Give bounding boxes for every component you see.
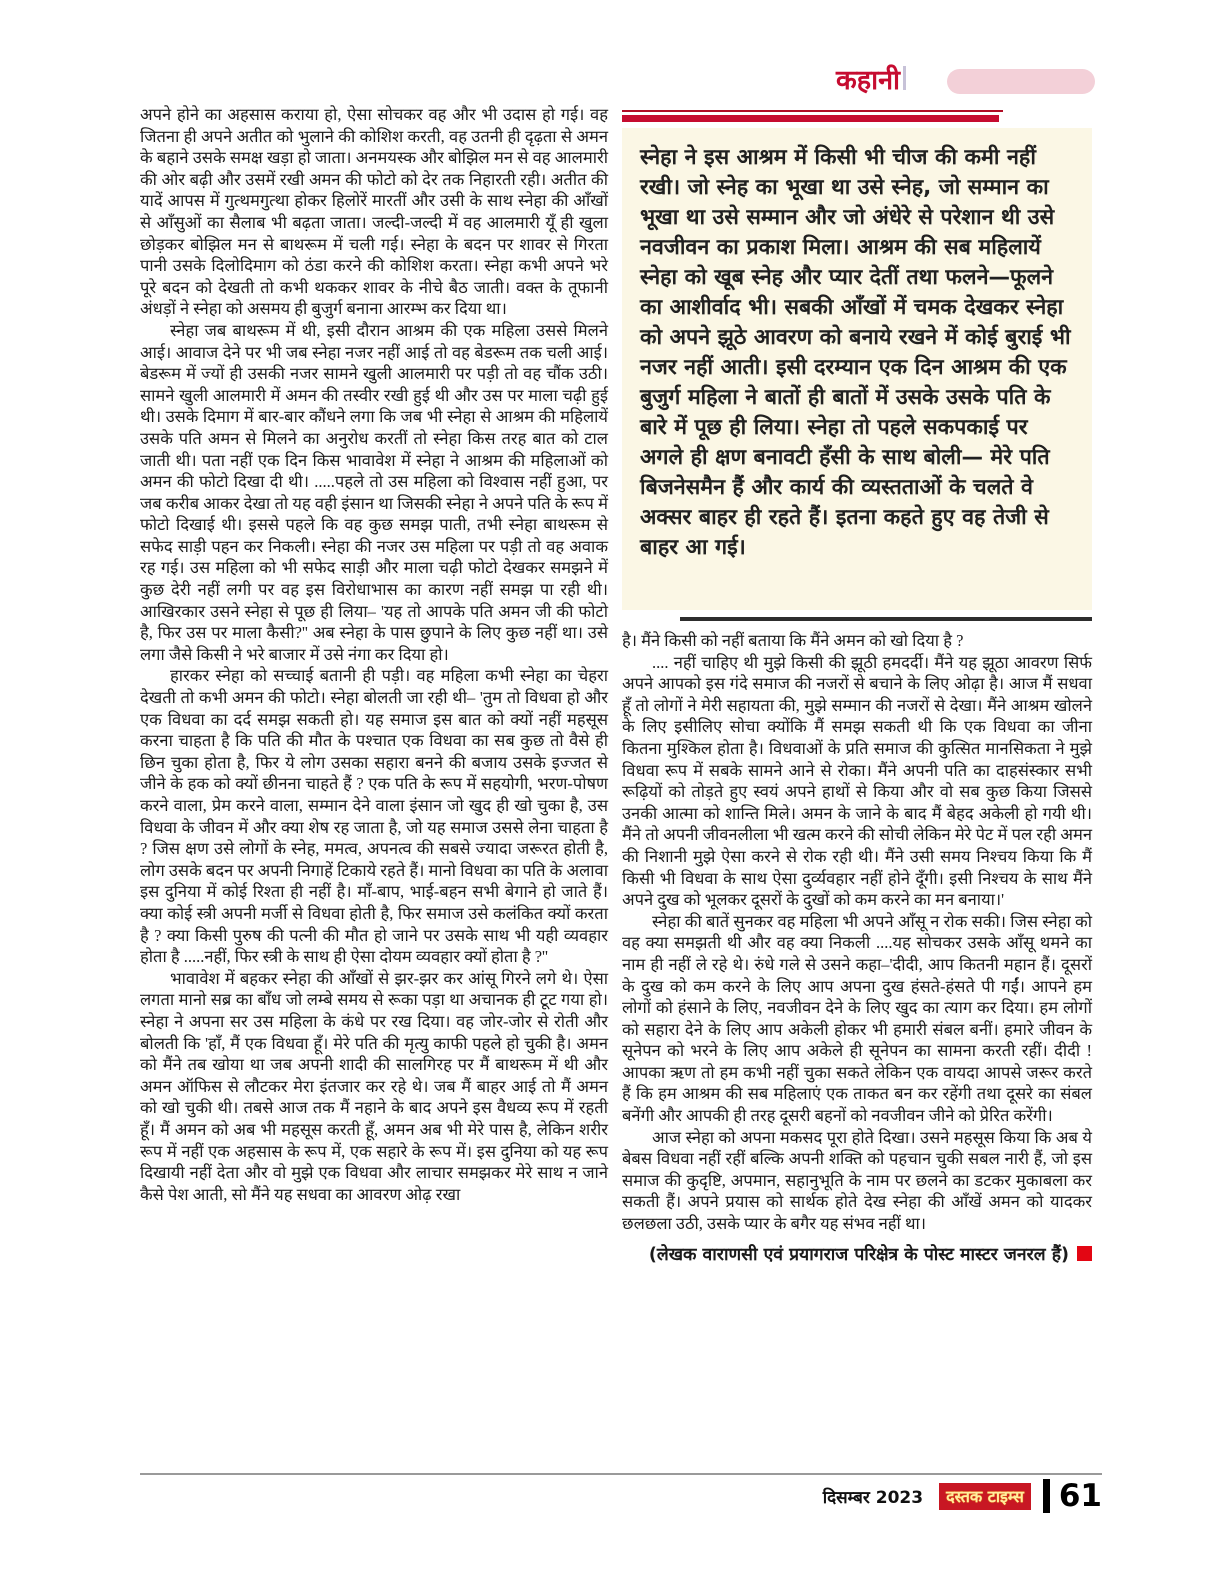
pullquote-box bbox=[622, 128, 1092, 610]
pullquote-underline bbox=[680, 617, 1092, 621]
left-column bbox=[140, 104, 608, 1205]
magazine-logo: दस्तक टाइम्स bbox=[939, 1483, 1031, 1510]
footer-rule bbox=[140, 1473, 1102, 1475]
story-paragraph: स्नेहा जब बाथरूम में थी, इसी दौरान आश्रम की एक महिला उससे मिलने आई। आवाज देने पर भी जब स्नेहा नजर नहीं आई तो वह बेडरूम तक चली आई। बेडरूम में ज्यों ही उसकी नजर सामने खुली आलमारी पर पड़ी तो वह चौंक उठी। सामने खुली आलमारी में अमन की तस्वीर रखी हुई थी और उस पर माला चढ़ी हुई थी। उसके दिमाग में बार-बार कौंधने लगा कि जब भी स्नेहा से आश्रम की महिलायें उसके पति अमन से मिलने का अनुरोध करतीं तो स्नेहा किस तरह बात को टाल जाती थी। पता नहीं एक दिन किस भावावेश में स्नेहा ने आश्रम की महिलाओं को अमन की फोटो दिखा दी थी। .....पहले तो उस महिला को विश्वास नहीं हुआ, पर जब करीब आकर देखा तो यह वही इंसान था जिसकी स्नेहा ने अपने पति के रूप में फोटो दिखाई थी। इससे पहले कि वह कुछ समझ पाती, तभी स्नेहा बाथरूम से सफेद साड़ी पहन कर निकली। स्नेहा की नजर उस महिला पर पड़ी तो वह अवाक रह गई। उस महिला को भी सफेद साड़ी और माला चढ़ी फोटो देखकर समझने में कुछ देरी नहीं लगी पर वह इस विरोधाभास का कारण नहीं समझ पा रही थी। आखिरकार उसने स्नेहा से पूछ ही लिया– 'यह तो आपके पति अमन जी की फोटो है, फिर उस पर माला कैसी?'' अब स्नेहा के पास छुपाने के लिए कुछ नहीं था। उसे लगा जैसे किसी ने भरे बाजार में उसे नंगा कर दिया हो। bbox=[140, 320, 608, 664]
footer-divider-bar bbox=[1043, 1479, 1050, 1513]
end-marker bbox=[1077, 1246, 1092, 1261]
footer bbox=[140, 1477, 1102, 1515]
story-paragraph: स्नेहा की बातें सुनकर वह महिला भी अपने आँसू न रोक सकी। जिस स्नेहा को वह क्या समझती थी और वह क्या निकली ....यह सोचकर उसके आँसू थमने का नाम ही नहीं ले रहे थे। रुंधे गले से उसने कहा–'दीदी, आप कितनी महान हैं। दूसरों के दुख को कम करने के लिए आप अपना दुख हंसते-हंसते पी गईं। आपने हम लोगों को हंसाने के लिए, नवजीवन देने के लिए खुद का त्याग कर दिया। हम लोगों को सहारा देने के लिए आप अकेली होकर भी हमारी संबल बनीं। हमारे जीवन के सूनेपन को भरने के लिए आप अकेले ही सूनेपन का सामना करती रहीं। दीदी ! आपका ऋण तो हम कभी नहीं चुका सकते लेकिन एक वायदा आपसे जरूर करते हैं कि हम आश्रम की सब महिलाएं एक ताकत बन कर रहेंगी तथा दूसरे का संबल बनेंगी और आपकी ही तरह दूसरी बहनों को नवजीवन जीने को प्रेरित करेंगी। bbox=[622, 911, 1092, 1126]
story-paragraph: आज स्नेहा को अपना मकसद पूरा होते दिखा। उसने महसूस किया कि अब ये बेबस विधवा नहीं रहीं बल्कि अपनी शक्ति को पहचान चुकी सबल नारी हैं, जो इस समाज की कुदृष्टि, अपमान, सहानुभूति के नाम पर छलने का डटकर मुकाबला कर सकती हैं। अपने प्रयास को सार्थक होते देख स्नेहा की आँखें अमन को यादकर छलछला उठी, उसके प्यार के बगैर यह संभव नहीं था। bbox=[622, 1127, 1092, 1234]
header-pill bbox=[947, 69, 1095, 94]
header-divider-bar bbox=[903, 66, 906, 90]
story-paragraph: अपने होने का अहसास कराया हो, ऐसा सोचकर वह और भी उदास हो गई। वह जितना ही अपने अतीत को भुलाने की कोशिश करती, वह उतनी ही दृढ़ता से अमन के बहाने उसके समक्ष खड़ा हो जाता। अनमयस्क और बोझिल मन से वह आलमारी की ओर बढ़ी और उसमें रखी अमन की फोटो को देर तक निहारती रही। अतीत की यादें आपस में गुत्थमगुत्था होकर हिलोरें मारतीं और उसी के साथ स्नेहा की आँखों से आँसुओं का सैलाब भी बढ़ता जाता। जल्दी-जल्दी में वह आलमारी यूँ ही खुला छोड़कर बोझिल मन से बाथरूम में चली गई। स्नेहा के बदन पर शावर से गिरता पानी उसके दिलोदिमाग को ठंडा करने की कोशिश करता। स्नेहा कभी अपने भरे पूरे बदन को देखती तो कभी थककर शावर के नीचे बैठ जाती। वक्त के तूफानी अंधड़ों ने स्नेहा को असमय ही बुजुर्ग बनाना आरम्भ कर दिया था। bbox=[140, 105, 608, 319]
red-rule-thick bbox=[622, 115, 999, 122]
right-column bbox=[622, 630, 1092, 1268]
story-paragraph: .... नहीं चाहिए थी मुझे किसी की झूठी हमदर्दी। मैंने यह झूठा आवरण सिर्फ अपने आपको इस गंदे समाज की नजरों से बचाने के लिए ओढ़ा है। आज मैं सधवा हूँ तो लोगों ने मेरी सहायता की, मुझे सम्मान की नजरों से देखा। मैंने आश्रम खोलने के लिए इसीलिए सोचा क्योंकि मैं समझ सकती थी कि एक विधवा का जीना कितना मुश्किल होता है। विधवाओं के प्रति समाज की कुत्सित मानसिकता ने मुझे विधवा रूप में सबके सामने आने से रोका। मैंने अपनी पति का दाहसंस्कार सभी रूढ़ियों को तोड़ते हुए स्वयं अपने हाथों से किया और वो सब कुछ किया जिससे उनकी आत्मा को शान्ति मिले। अमन के जाने के बाद मैं बेहद अकेली हो गयी थी। मैंने तो अपनी जीवनलीला भी खत्म करने की सोची लेकिन मेरे पेट में पल रही अमन की निशानी मुझे ऐसा करने से रोक रही थी। मैंने उसी समय निश्चय किया कि मैं किसी भी विधवा के साथ ऐसा दुर्व्यवहार नहीं होने दूँगी। इसी निश्चय के साथ मैंने अपने दुख को भूलकर दूसरों के दुखों को कम करने का मन बनाया।' bbox=[622, 652, 1092, 910]
pullquote-text: स्नेहा ने इस आश्रम में किसी भी चीज की कमी नहीं रखी। जो स्नेह का भूखा था उसे स्नेह, जो सम्मान का भूखा था उसे सम्मान और जो अंधेरे से परेशान थी उसे नवजीवन का प्रकाश मिला। आश्रम की सब महिलायें स्नेहा को खूब स्नेह और प्यार देतीं तथा फलने—फूलने का आशीर्वाद भी। सबकी आँखों में चमक देखकर स्नेहा को अपने झूठे आवरण को बनाये रखने में कोई बुराई भी नजर नहीं आती। इसी दरम्यान एक दिन आश्रम की एक बुजुर्ग महिला ने बातों ही बातों में उसके उसके पति के बारे में पूछ ही लिया। स्नेहा तो पहले सकपकाई पर अगले ही क्षण बनावटी हँसी के साथ बोली— मेरे पति बिजनेसमैन हैं और कार्य की व्यस्तताओं के चलते वे अक्सर बाहर ही रहते हैं। इतना कहते हुए वह तेजी से बाहर आ गई। bbox=[640, 145, 1071, 560]
author-note bbox=[622, 1243, 1092, 1268]
red-rule-thin bbox=[622, 110, 1003, 112]
section-label: कहानी bbox=[836, 65, 901, 96]
footer-date: दिसम्बर 2023 bbox=[822, 1487, 924, 1508]
story-paragraph: भावावेश में बहकर स्नेहा की आँखों से झर-झर कर आंसू गिरने लगे थे। ऐसा लगता मानो सब्र का बाँध जो लम्बे समय से रूका पड़ा था अचानक ही टूट गया हो। स्नेहा ने अपना सर उस महिला के कंधे पर रख दिया। वह जोर-जोर से रोती और बोलती कि 'हाँ, मैं एक विधवा हूँ। मेरे पति की मृत्यु काफी पहले हो चुकी है। अमन को मैंने तब खोया था जब अपनी शादी की सालगिरह पर मैं बाथरूम में थी और अमन ऑफिस से लौटकर मेरा इंतजार कर रहे थे। जब मैं बाहर आई तो मैं अमन को खो चुकी थी। तबसे आज तक मैं नहाने के बाद अपने इस वैधव्य रूप में रहती हूँ। मैं अमन को अब भी महसूस करती हूँ, अमन अब भी मेरे पास है, लेकिन शरीर रूप में नहीं एक अहसास के रूप में, एक सहारे के रूप में। इस दुनिया को यह रूप दिखायी नहीं देता और वो मुझे एक विधवा और लाचार समझकर मेरे साथ न जाने कैसे पेश आती, सो मैंने यह सधवा का आवरण ओढ़ रखा bbox=[140, 968, 608, 1204]
author-note-text: (लेखक वाराणसी एवं प्रयागराज परिक्षेत्र के पोस्ट मास्टर जनरल हैं) bbox=[648, 1244, 1069, 1265]
story-paragraph: हारकर स्नेहा को सच्चाई बतानी ही पड़ी। वह महिला कभी स्नेहा का चेहरा देखती तो कभी अमन की फोटो। स्नेहा बोलती जा रही थी– 'तुम तो विधवा हो और एक विधवा का दर्द समझ सकती हो। यह समाज इस बात को क्यों नहीं महसूस करना चाहता है कि पति की मौत के पश्चात एक विधवा का सब कुछ तो वैसे ही छिन चुका होता है, फिर ये लोग उसका सहारा बनने की बजाय उसके इज्जत से जीने के हक को क्यों छीनना चाहते हैं ? एक पति के रूप में सहयोगी, भरण-पोषण करने वाला, प्रेम करने वाला, सम्मान देने वाला इंसान जो खुद ही खो चुका है, उस विधवा के जीवन में और क्या शेष रह जाता है, जो यह समाज उससे लेना चाहता है ? जिस क्षण उसे लोगों के स्नेह, ममत्व, अपनत्व की सबसे ज्यादा जरूरत होती है, लोग उसके बदन पर अपनी निगाहें टिकाये रहते हैं। मानो विधवा का पति के अलावा इस दुनिया में कोई रिश्ता ही नहीं है। माँ-बाप, भाई-बहन सभी बेगाने हो जाते हैं। क्या कोई स्त्री अपनी मर्जी से विधवा होती है, फिर समाज उसे कलंकित क्यों करता है ? क्या किसी पुरुष की पत्नी की मौत हो जाने पर उसके साथ भी यही व्यवहार होता है .....नहीं, फिर स्त्री के साथ ही ऐसा दोयम व्यवहार क्यों होता है ?'' bbox=[140, 666, 608, 967]
story-paragraph: है। मैंने किसी को नहीं बताया कि मैंने अमन को खो दिया है ? bbox=[622, 631, 964, 650]
page-number: 61 bbox=[1058, 1478, 1102, 1514]
